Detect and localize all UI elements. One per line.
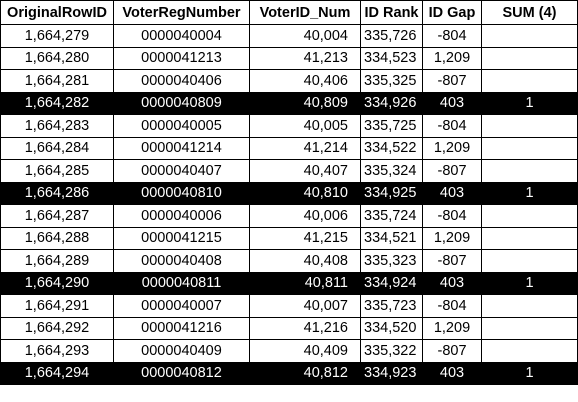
cell-id-gap: 1,209	[423, 317, 482, 340]
table-row	[1, 47, 578, 70]
cell-id-rank: 335,724	[361, 205, 423, 228]
cell-id-gap: -807	[423, 250, 482, 273]
cell-sum-4	[482, 70, 578, 93]
cell-original-row-id: 1,664,293	[1, 340, 114, 363]
cell-id-gap: -807	[423, 160, 482, 183]
cell-id-gap: -804	[423, 205, 482, 228]
cell-voter-reg-number: 0000040406	[114, 70, 250, 93]
cell-voter-id-num: 40,406	[250, 70, 361, 93]
cell-id-gap: -807	[423, 340, 482, 363]
cell-voter-reg-number: 0000040407	[114, 160, 250, 183]
cell-id-rank: 335,723	[361, 295, 423, 318]
cell-sum-4: 1	[482, 362, 578, 385]
cell-voter-reg-number: 0000041216	[114, 317, 250, 340]
cell-voter-id-num: 40,811	[250, 272, 361, 295]
cell-id-gap: 403	[423, 272, 482, 295]
cell-id-rank: 334,521	[361, 227, 423, 250]
table-row	[1, 295, 578, 318]
cell-voter-id-num: 40,809	[250, 92, 361, 115]
table-row	[1, 70, 578, 93]
cell-id-gap: 1,209	[423, 227, 482, 250]
cell-id-gap: 403	[423, 92, 482, 115]
cell-voter-id-num: 40,005	[250, 115, 361, 138]
cell-original-row-id: 1,664,294	[1, 362, 114, 385]
cell-id-gap: -804	[423, 295, 482, 318]
cell-original-row-id: 1,664,287	[1, 205, 114, 228]
table-row	[1, 25, 578, 48]
table-row	[1, 250, 578, 273]
cell-id-rank: 335,323	[361, 250, 423, 273]
header-id-gap: ID Gap	[423, 1, 482, 25]
cell-voter-reg-number: 0000040811	[114, 272, 250, 295]
cell-id-gap: 403	[423, 182, 482, 205]
cell-id-rank: 335,725	[361, 115, 423, 138]
table-row	[1, 340, 578, 363]
cell-voter-id-num: 40,407	[250, 160, 361, 183]
cell-id-rank: 334,522	[361, 137, 423, 160]
cell-voter-reg-number: 0000040408	[114, 250, 250, 273]
cell-voter-reg-number: 0000040006	[114, 205, 250, 228]
cell-voter-id-num: 40,004	[250, 25, 361, 48]
cell-sum-4	[482, 137, 578, 160]
cell-voter-id-num: 41,215	[250, 227, 361, 250]
cell-voter-id-num: 40,006	[250, 205, 361, 228]
cell-original-row-id: 1,664,283	[1, 115, 114, 138]
table-row	[1, 205, 578, 228]
cell-original-row-id: 1,664,280	[1, 47, 114, 70]
cell-sum-4	[482, 295, 578, 318]
cell-sum-4	[482, 250, 578, 273]
cell-original-row-id: 1,664,285	[1, 160, 114, 183]
cell-sum-4: 1	[482, 272, 578, 295]
cell-voter-id-num: 41,216	[250, 317, 361, 340]
cell-id-gap: 1,209	[423, 137, 482, 160]
table-row-highlighted	[1, 92, 578, 115]
cell-voter-id-num: 40,408	[250, 250, 361, 273]
table-row	[1, 227, 578, 250]
cell-voter-id-num: 40,409	[250, 340, 361, 363]
cell-original-row-id: 1,664,290	[1, 272, 114, 295]
cell-id-gap: 1,209	[423, 47, 482, 70]
cell-id-rank: 334,520	[361, 317, 423, 340]
cell-original-row-id: 1,664,286	[1, 182, 114, 205]
cell-sum-4	[482, 227, 578, 250]
table-row-highlighted	[1, 272, 578, 295]
cell-id-rank: 334,926	[361, 92, 423, 115]
cell-id-rank: 335,322	[361, 340, 423, 363]
cell-voter-reg-number: 0000040005	[114, 115, 250, 138]
header-voter-id-num: VoterID_Num	[250, 1, 361, 25]
cell-id-rank: 334,923	[361, 362, 423, 385]
cell-voter-id-num: 40,007	[250, 295, 361, 318]
header-original-row-id: OriginalRowID	[1, 1, 114, 25]
cell-sum-4	[482, 317, 578, 340]
cell-sum-4: 1	[482, 182, 578, 205]
cell-voter-reg-number: 0000040809	[114, 92, 250, 115]
cell-voter-reg-number: 0000040810	[114, 182, 250, 205]
cell-voter-id-num: 40,812	[250, 362, 361, 385]
cell-original-row-id: 1,664,289	[1, 250, 114, 273]
cell-voter-id-num: 41,214	[250, 137, 361, 160]
cell-original-row-id: 1,664,292	[1, 317, 114, 340]
cell-voter-reg-number: 0000040007	[114, 295, 250, 318]
header-sum-4: SUM (4)	[482, 1, 578, 25]
cell-id-rank: 334,924	[361, 272, 423, 295]
cell-original-row-id: 1,664,279	[1, 25, 114, 48]
cell-voter-reg-number: 0000040004	[114, 25, 250, 48]
header-row	[1, 1, 578, 25]
cell-voter-reg-number: 0000041214	[114, 137, 250, 160]
cell-original-row-id: 1,664,288	[1, 227, 114, 250]
cell-original-row-id: 1,664,281	[1, 70, 114, 93]
cell-original-row-id: 1,664,291	[1, 295, 114, 318]
cell-original-row-id: 1,664,284	[1, 137, 114, 160]
cell-id-rank: 335,726	[361, 25, 423, 48]
cell-voter-id-num: 40,810	[250, 182, 361, 205]
cell-sum-4	[482, 160, 578, 183]
table-row-highlighted	[1, 362, 578, 385]
cell-voter-reg-number: 0000040812	[114, 362, 250, 385]
cell-id-rank: 334,925	[361, 182, 423, 205]
cell-voter-reg-number: 0000041213	[114, 47, 250, 70]
cell-id-rank: 335,324	[361, 160, 423, 183]
cell-sum-4: 1	[482, 92, 578, 115]
cell-id-gap: 403	[423, 362, 482, 385]
cell-voter-reg-number: 0000040409	[114, 340, 250, 363]
table-body	[1, 25, 578, 385]
cell-id-gap: -804	[423, 25, 482, 48]
cell-id-rank: 335,325	[361, 70, 423, 93]
cell-voter-id-num: 41,213	[250, 47, 361, 70]
cell-voter-reg-number: 0000041215	[114, 227, 250, 250]
cell-id-gap: -807	[423, 70, 482, 93]
header-id-rank: ID Rank	[361, 1, 423, 25]
cell-id-rank: 334,523	[361, 47, 423, 70]
cell-sum-4	[482, 205, 578, 228]
cell-sum-4	[482, 340, 578, 363]
cell-id-gap: -804	[423, 115, 482, 138]
cell-sum-4	[482, 25, 578, 48]
table-row	[1, 115, 578, 138]
cell-sum-4	[482, 115, 578, 138]
cell-sum-4	[482, 47, 578, 70]
table-row	[1, 137, 578, 160]
table-row-highlighted	[1, 182, 578, 205]
table-row	[1, 317, 578, 340]
table-row	[1, 160, 578, 183]
cell-original-row-id: 1,664,282	[1, 92, 114, 115]
header-voter-reg-number: VoterRegNumber	[114, 1, 250, 25]
